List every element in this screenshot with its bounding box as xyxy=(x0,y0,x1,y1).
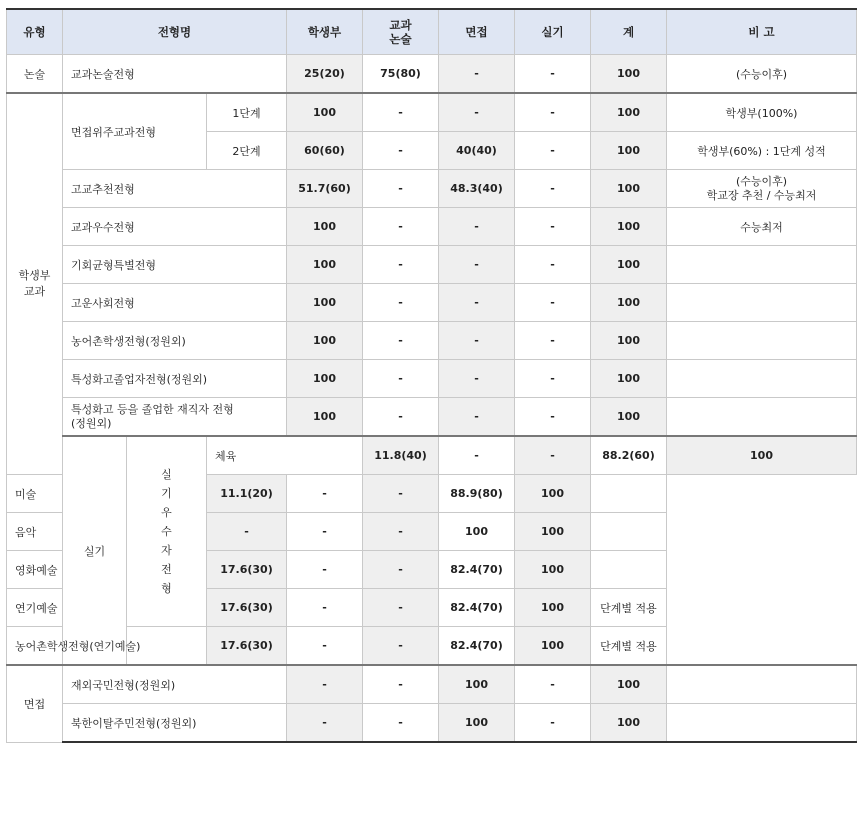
table-row xyxy=(7,704,857,743)
cell-practical: 82.4(70) xyxy=(439,551,515,589)
cell-note xyxy=(591,475,667,513)
cell-interview: - xyxy=(363,551,439,589)
header-practical: 실기 xyxy=(515,9,591,55)
cell-record: 100 xyxy=(287,360,363,398)
group-practical-sub: 실 기 우 수 자 전 형 xyxy=(127,436,207,627)
cell-total: 100 xyxy=(591,246,667,284)
cell-practical: - xyxy=(515,322,591,360)
cell-record: - xyxy=(287,665,363,704)
cell-total: 100 xyxy=(591,398,667,437)
cell-total: 100 xyxy=(591,93,667,132)
cell-practical: - xyxy=(515,170,591,208)
cell-interview: 100 xyxy=(439,704,515,743)
cell-essay: - xyxy=(439,436,515,475)
cell-interview: - xyxy=(363,513,439,551)
cell-interview: - xyxy=(439,246,515,284)
row-name: 농어촌학생전형(정원외) xyxy=(63,322,287,360)
cell-essay: - xyxy=(363,93,439,132)
cell-essay: - xyxy=(287,475,363,513)
table-row xyxy=(7,398,857,437)
cell-essay: - xyxy=(363,132,439,170)
row-name: 연기예술 xyxy=(7,589,127,627)
header-total: 계 xyxy=(591,9,667,55)
table-row xyxy=(7,360,857,398)
cell-interview: 100 xyxy=(439,665,515,704)
row-name: 음악 xyxy=(7,513,127,551)
cell-note xyxy=(591,513,667,551)
cell-essay: - xyxy=(287,551,363,589)
header-interview: 면접 xyxy=(439,9,515,55)
cell-practical: - xyxy=(515,93,591,132)
cell-total: 100 xyxy=(515,589,591,627)
cell-interview: - xyxy=(363,475,439,513)
cell-practical: 88.2(60) xyxy=(591,436,667,475)
cell-note: 수능최저 xyxy=(667,208,857,246)
cell-essay: - xyxy=(363,704,439,743)
cell-note xyxy=(667,322,857,360)
cell-practical: - xyxy=(515,132,591,170)
cell-interview: 48.3(40) xyxy=(439,170,515,208)
cell-note xyxy=(667,360,857,398)
cell-practical: - xyxy=(515,398,591,437)
cell-total: 100 xyxy=(591,55,667,94)
cell-total: 100 xyxy=(591,170,667,208)
table-row xyxy=(7,284,857,322)
cell-essay: - xyxy=(287,589,363,627)
cell-interview: - xyxy=(439,93,515,132)
table-row xyxy=(7,93,857,132)
cell-practical: 88.9(80) xyxy=(439,475,515,513)
cell-note xyxy=(667,284,857,322)
cell-record: 100 xyxy=(287,284,363,322)
cell-practical: - xyxy=(515,284,591,322)
cell-note: (수능이후) 학교장 추천 / 수능최저 xyxy=(667,170,857,208)
table-row xyxy=(7,665,857,704)
row-name: 면접위주교과전형 xyxy=(63,93,207,170)
table-row xyxy=(7,436,857,475)
header-name: 전형명 xyxy=(63,9,287,55)
cell-essay: - xyxy=(363,322,439,360)
cell-total: 100 xyxy=(591,132,667,170)
cell-interview: 40(40) xyxy=(439,132,515,170)
cell-total: 100 xyxy=(667,436,857,475)
row-name: 고운사회전형 xyxy=(63,284,287,322)
cell-note: 단계별 적용 xyxy=(591,589,667,627)
cell-total: 100 xyxy=(591,322,667,360)
cell-note: (수능이후) xyxy=(667,55,857,94)
header-note: 비 고 xyxy=(667,9,857,55)
cell-practical: 100 xyxy=(439,513,515,551)
cell-record: 100 xyxy=(287,208,363,246)
cell-interview: - xyxy=(363,627,439,666)
cell-interview: - xyxy=(515,436,591,475)
cell-practical: - xyxy=(515,246,591,284)
cell-record: 17.6(30) xyxy=(207,627,287,666)
row-stage: 2단계 xyxy=(207,132,287,170)
cell-record: 100 xyxy=(287,398,363,437)
cell-total: 100 xyxy=(591,208,667,246)
admission-table-container xyxy=(6,8,857,743)
cell-total: 100 xyxy=(515,627,591,666)
row-name: 미술 xyxy=(7,475,127,513)
header-record: 학생부 xyxy=(287,9,363,55)
cell-record: 11.1(20) xyxy=(207,475,287,513)
cell-practical: - xyxy=(515,55,591,94)
cell-total: 100 xyxy=(591,284,667,322)
header-essay: 교과 논술 xyxy=(363,9,439,55)
cell-essay: - xyxy=(287,513,363,551)
table-row xyxy=(7,627,857,666)
table-row xyxy=(7,170,857,208)
admission-weights-table xyxy=(6,8,857,743)
group-practical: 실기 xyxy=(63,436,127,665)
cell-note xyxy=(667,246,857,284)
cell-practical: 82.4(70) xyxy=(439,627,515,666)
cell-total: 100 xyxy=(515,551,591,589)
group-interview: 면접 xyxy=(7,665,63,742)
cell-record: 60(60) xyxy=(287,132,363,170)
cell-record: 100 xyxy=(287,246,363,284)
row-name: 체육 xyxy=(207,436,363,475)
cell-record: - xyxy=(207,513,287,551)
cell-record: 51.7(60) xyxy=(287,170,363,208)
cell-interview: - xyxy=(439,55,515,94)
cell-record: 100 xyxy=(287,93,363,132)
table-header-row xyxy=(7,9,857,55)
group-essay: 논술 xyxy=(7,55,63,94)
cell-interview: - xyxy=(439,208,515,246)
cell-note xyxy=(591,551,667,589)
cell-essay: - xyxy=(363,284,439,322)
header-type: 유형 xyxy=(7,9,63,55)
table-row xyxy=(7,246,857,284)
row-name: 교과논술전형 xyxy=(63,55,287,94)
cell-total: 100 xyxy=(591,704,667,743)
cell-record: 17.6(30) xyxy=(207,589,287,627)
row-name: 교과우수전형 xyxy=(63,208,287,246)
cell-total: 100 xyxy=(591,360,667,398)
cell-interview: - xyxy=(363,589,439,627)
cell-practical: - xyxy=(515,360,591,398)
cell-note xyxy=(667,704,857,743)
row-name: 고교추천전형 xyxy=(63,170,287,208)
cell-note xyxy=(667,665,857,704)
cell-practical: - xyxy=(515,208,591,246)
cell-essay: - xyxy=(363,398,439,437)
cell-record: - xyxy=(287,704,363,743)
cell-practical: 82.4(70) xyxy=(439,589,515,627)
group-student: 학생부 교과 xyxy=(7,93,63,475)
cell-essay: - xyxy=(363,246,439,284)
cell-note: 학생부(100%) xyxy=(667,93,857,132)
cell-record: 100 xyxy=(287,322,363,360)
cell-essay: - xyxy=(363,360,439,398)
cell-practical: - xyxy=(515,665,591,704)
cell-essay: - xyxy=(363,208,439,246)
cell-interview: - xyxy=(439,360,515,398)
table-row xyxy=(7,55,857,94)
row-name: 기회균형특별전형 xyxy=(63,246,287,284)
cell-interview: - xyxy=(439,322,515,360)
cell-record: 25(20) xyxy=(287,55,363,94)
cell-total: 100 xyxy=(591,665,667,704)
cell-interview: - xyxy=(439,284,515,322)
cell-essay: 75(80) xyxy=(363,55,439,94)
row-name: 특성화고졸업자전형(정원외) xyxy=(63,360,287,398)
cell-note: 학생부(60%) : 1단계 성적 xyxy=(667,132,857,170)
cell-essay: - xyxy=(287,627,363,666)
cell-essay: - xyxy=(363,665,439,704)
row-name: 영화예술 xyxy=(7,551,127,589)
row-name: 북한이탈주민전형(정원외) xyxy=(63,704,287,743)
cell-note xyxy=(667,398,857,437)
cell-practical: - xyxy=(515,704,591,743)
table-row xyxy=(7,322,857,360)
row-name: 재외국민전형(정원외) xyxy=(63,665,287,704)
cell-interview: - xyxy=(439,398,515,437)
cell-record: 17.6(30) xyxy=(207,551,287,589)
table-row xyxy=(7,208,857,246)
row-stage: 1단계 xyxy=(207,93,287,132)
cell-total: 100 xyxy=(515,475,591,513)
cell-total: 100 xyxy=(515,513,591,551)
row-name: 농어촌학생전형(연기예술) xyxy=(7,627,207,666)
cell-record: 11.8(40) xyxy=(363,436,439,475)
cell-essay: - xyxy=(363,170,439,208)
cell-note: 단계별 적용 xyxy=(591,627,667,666)
row-name: 특성화고 등을 졸업한 재직자 전형 (정원외) xyxy=(63,398,287,437)
